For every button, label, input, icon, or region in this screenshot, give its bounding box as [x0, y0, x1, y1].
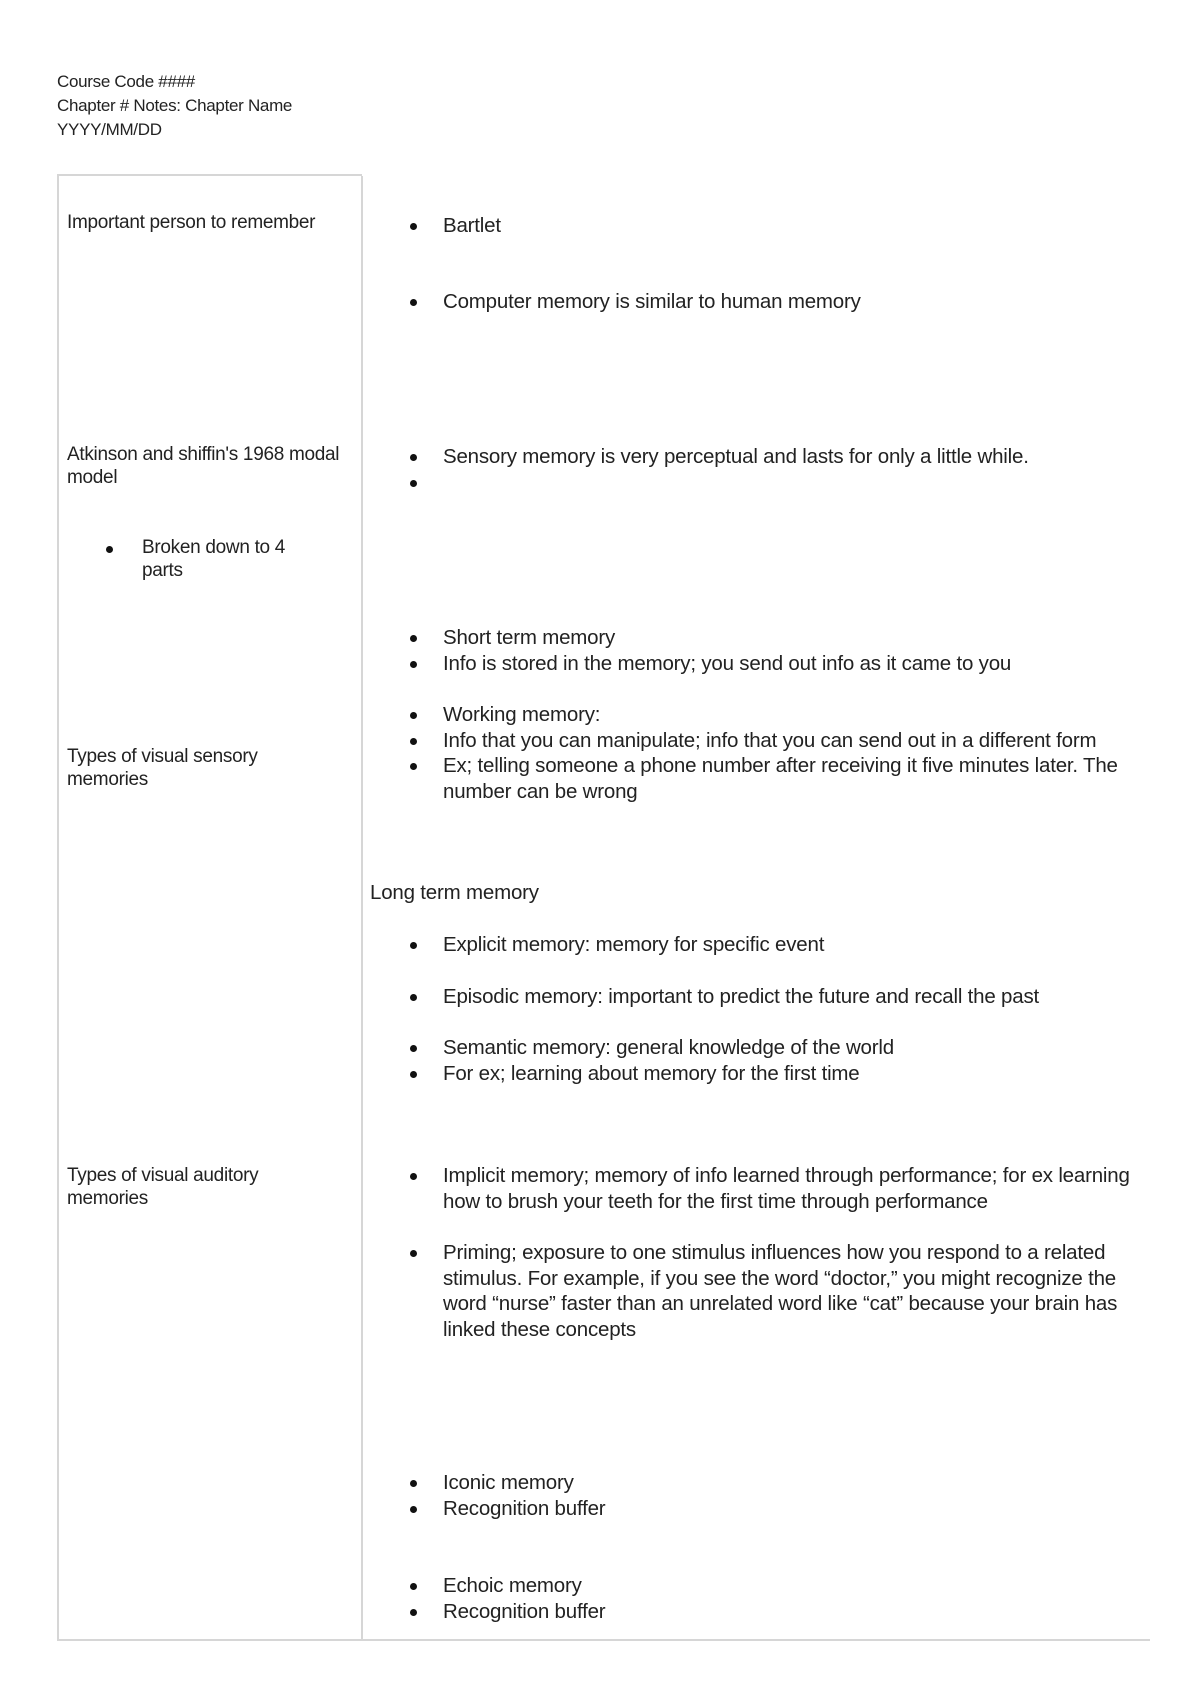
- notes-list: [408, 984, 1138, 1010]
- notes-list: [408, 213, 1138, 239]
- bullet-icon: [410, 1583, 417, 1590]
- notes-list: [408, 1573, 1138, 1624]
- bullet-icon: [410, 299, 417, 306]
- bullet-icon: [106, 546, 113, 553]
- bullet-icon: [410, 712, 417, 719]
- list-item: Info that you can manipulate; info that you can send out in a different form: [408, 728, 1138, 754]
- cue-modal-model-sub: Broken down to 4 parts: [142, 537, 286, 581]
- list-item: Explicit memory: memory for specific event: [408, 932, 1138, 958]
- list-item: Info is stored in the memory; you send out info as it came to you: [408, 651, 1138, 677]
- list-item: Ex; telling someone a phone number after receiving it five minutes later. The number can be wrong: [408, 753, 1138, 804]
- list-item: [408, 470, 1138, 496]
- list-item: Bartlet: [408, 213, 1138, 239]
- list-item: Working memory:: [408, 702, 1138, 728]
- notes-list: [408, 932, 1138, 958]
- list-item: Recognition buffer: [408, 1599, 1138, 1625]
- bullet-icon: [410, 1071, 417, 1078]
- long-term-heading: Long term memory: [370, 881, 539, 904]
- cue-modal-model: Atkinson and shiffin's 1968 modal model: [67, 444, 340, 488]
- bullet-icon: [410, 994, 417, 1001]
- notes-list: [408, 1035, 1138, 1086]
- bullet-icon: [410, 1609, 417, 1616]
- bullet-icon: [410, 1480, 417, 1487]
- notes-list: [408, 702, 1138, 804]
- list-item: For ex; learning about memory for the first time: [408, 1061, 1138, 1087]
- list-item: Computer memory is similar to human memory: [408, 289, 1138, 315]
- notes-list: [408, 625, 1138, 676]
- notes-list: [408, 289, 1138, 315]
- list-item: Implicit memory; memory of info learned through performance; for ex learning how to brush your teeth for the first time through performance: [408, 1163, 1138, 1214]
- cue-visual-auditory: Types of visual auditory memories: [67, 1165, 259, 1209]
- notes-table: [57, 174, 1150, 1641]
- course-code: Course Code ####: [57, 72, 195, 91]
- list-item: Priming; exposure to one stimulus influences how you respond to a related stimulus. For example, if you see the word “doctor,” you might recognize the word “nurse” faster than an unrelated word like “cat” because your brain has linked these concepts: [408, 1240, 1138, 1342]
- document-header: [57, 70, 292, 142]
- bullet-icon: [410, 454, 417, 461]
- bullet-icon: [410, 1045, 417, 1052]
- bullet-icon: [410, 661, 417, 668]
- bullet-icon: [410, 942, 417, 949]
- bullet-icon: [410, 480, 417, 487]
- notes-list: [408, 444, 1138, 495]
- cue-visual-sensory: Types of visual sensory memories: [67, 746, 258, 790]
- list-item: Sensory memory is very perceptual and lasts for only a little while.: [408, 444, 1138, 470]
- list-item: Recognition buffer: [408, 1496, 1138, 1522]
- list-item: Episodic memory: important to predict the future and recall the past: [408, 984, 1138, 1010]
- bullet-icon: [410, 763, 417, 770]
- bullet-icon: [410, 223, 417, 230]
- chapter-title: Chapter # Notes: Chapter Name: [57, 96, 293, 115]
- list-item: Echoic memory: [408, 1573, 1138, 1599]
- list-item: Short term memory: [408, 625, 1138, 651]
- bullet-icon: [410, 738, 417, 745]
- bullet-icon: [410, 1250, 417, 1257]
- date-line: YYYY/MM/DD: [57, 120, 162, 139]
- bullet-icon: [410, 1506, 417, 1513]
- column-divider: [361, 176, 363, 1639]
- list-item: Iconic memory: [408, 1470, 1138, 1496]
- notes-list: [408, 1163, 1138, 1214]
- notes-list: [408, 1240, 1138, 1342]
- bullet-icon: [410, 635, 417, 642]
- bullet-icon: [410, 1173, 417, 1180]
- cue-important-person: Important person to remember: [67, 212, 316, 233]
- notes-list: [408, 1470, 1138, 1521]
- list-item: Semantic memory: general knowledge of the world: [408, 1035, 1138, 1061]
